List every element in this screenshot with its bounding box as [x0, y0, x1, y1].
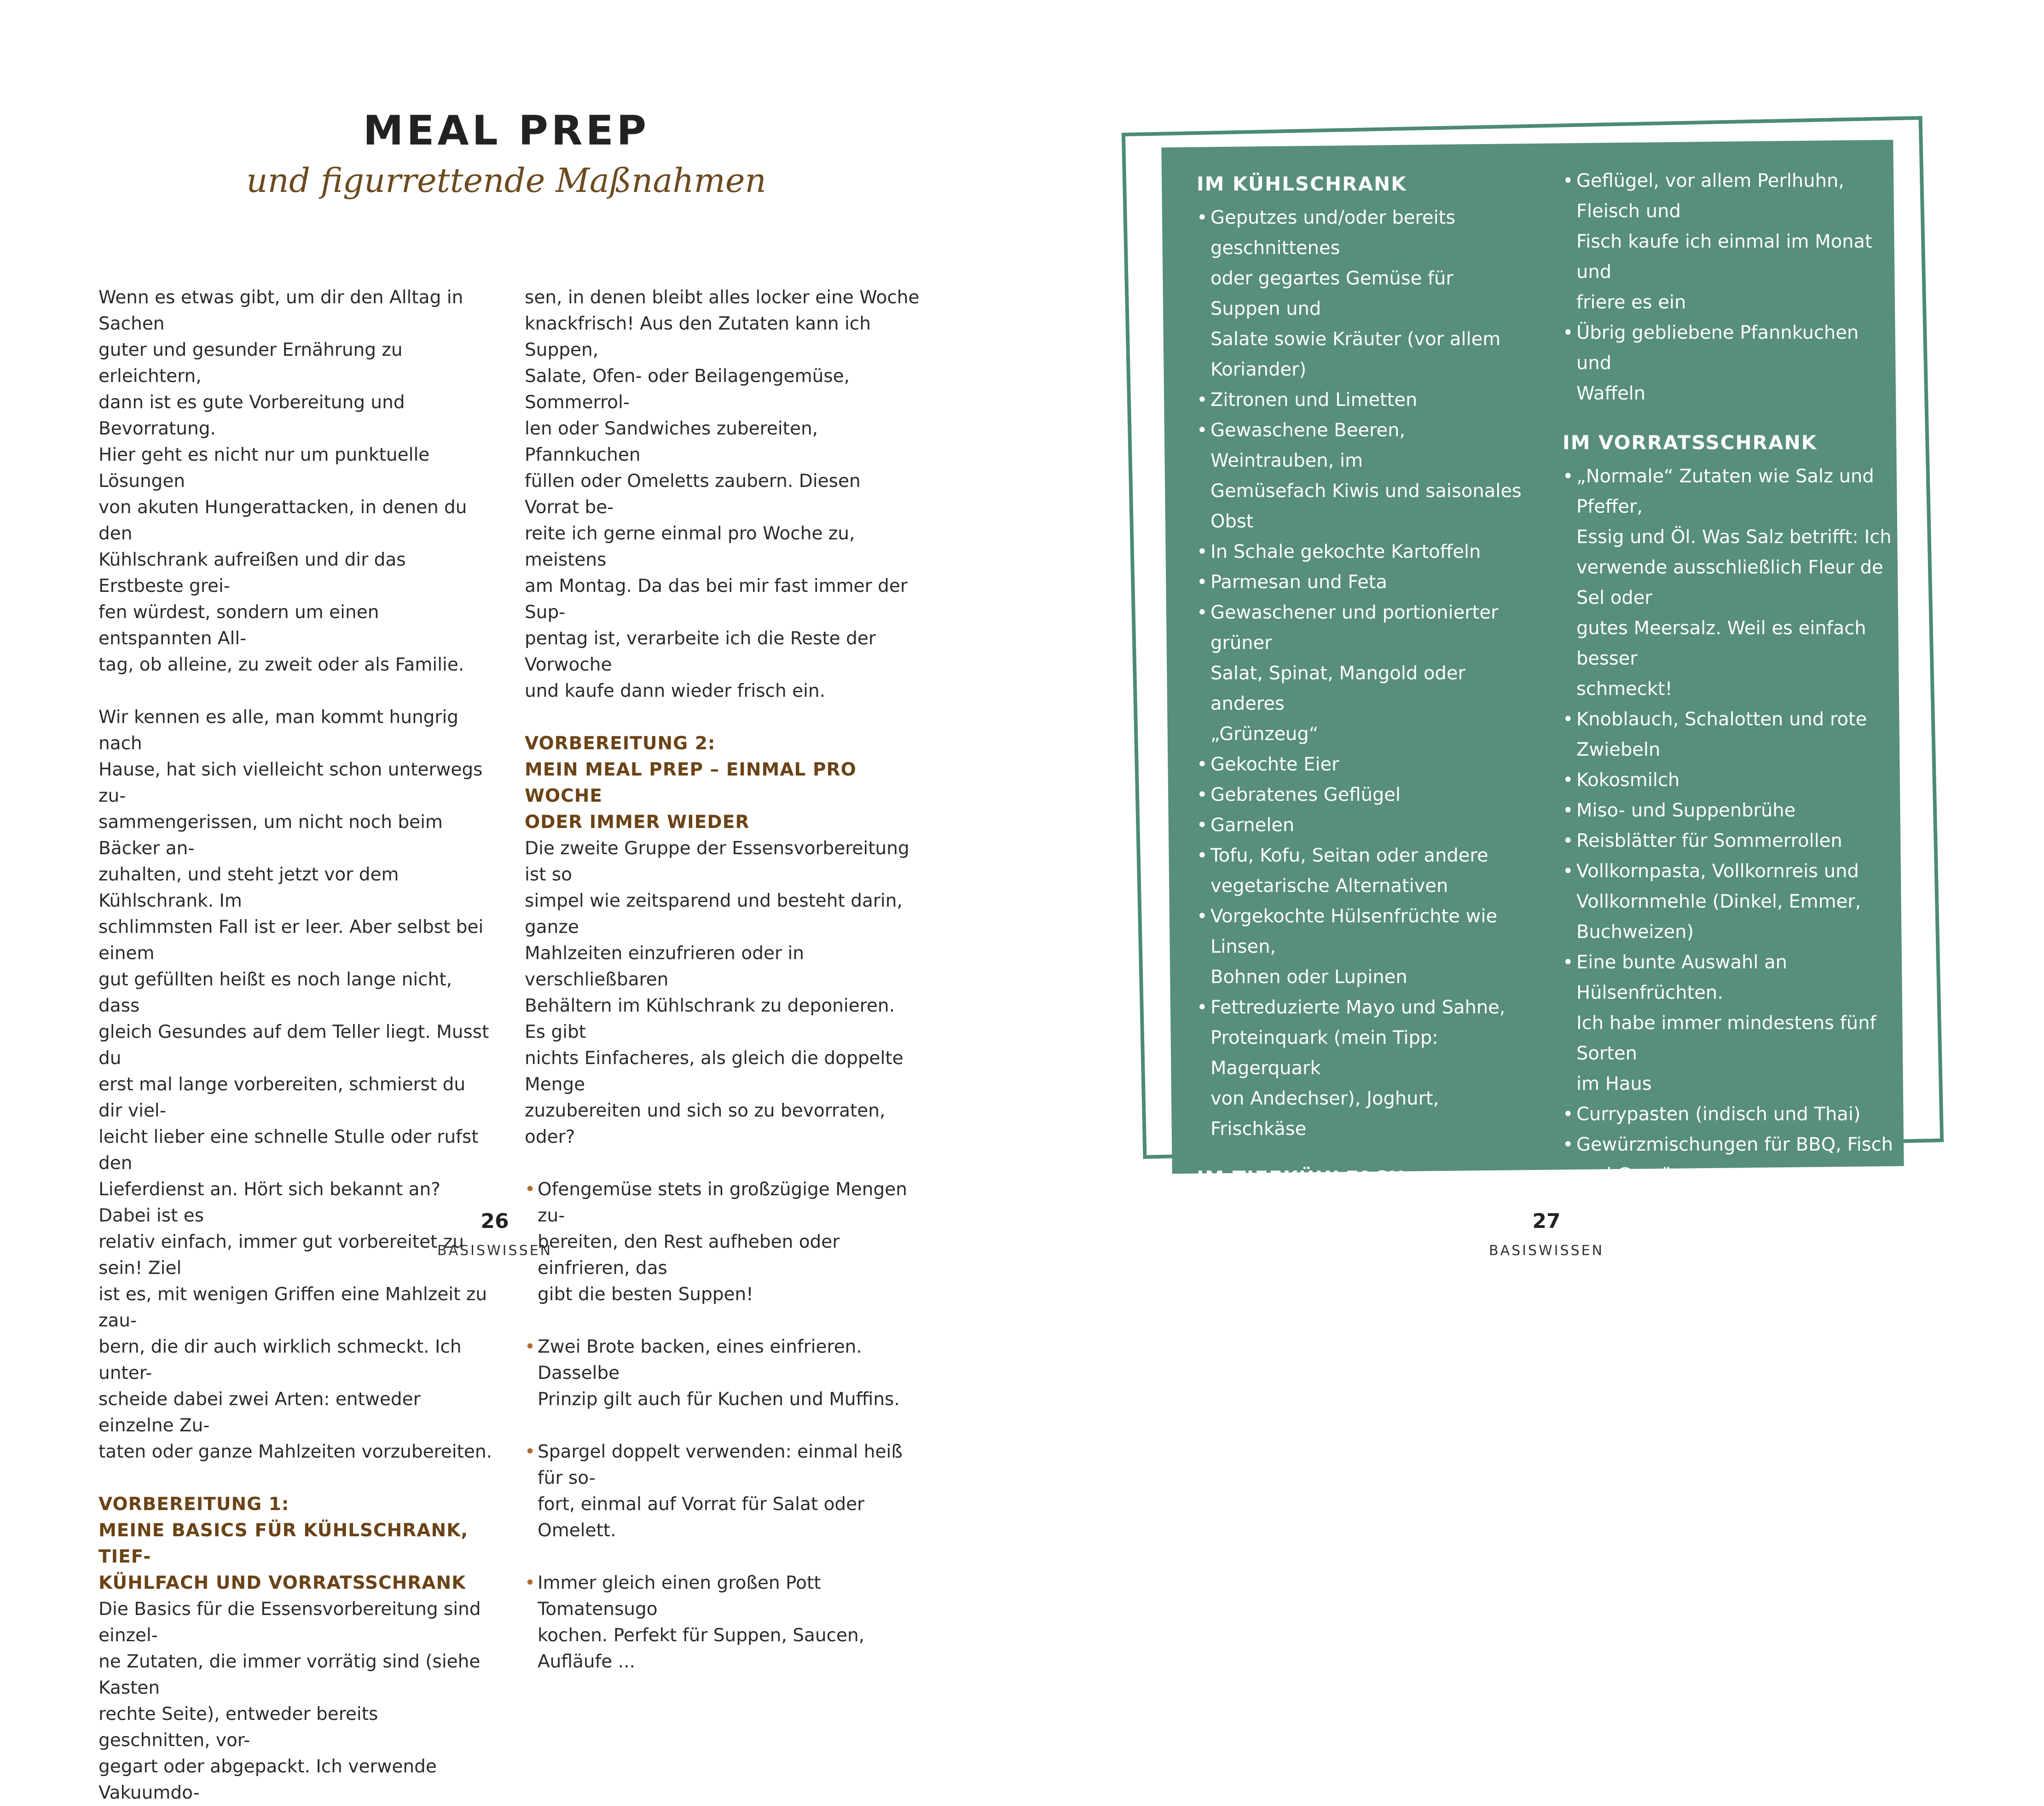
text-line: sammengerissen, um nicht noch beim Bäcker an- [98, 812, 443, 859]
text-line: Wir kennen es alle, man kommt hungrig nach [98, 707, 459, 754]
text-line: ne Zutaten, die immer vorrätig sind (siehe Kasten [98, 1651, 481, 1698]
text-line: erst mal lange vorbereiten, schmierst du dir viel- [98, 1074, 466, 1121]
box-item: • Edamame [1197, 1227, 1528, 1257]
text-line: • Spargel doppelt verwenden: einmal heiß für so- [538, 1441, 903, 1488]
text-line: am Montag. Da das bei mir fast immer der Sup- [525, 576, 908, 623]
box-item: • Übrig gebliebene Pfannkuchen und Waffeln [1563, 318, 1899, 409]
box-item: • Eine bunte Auswahl an Hülsenfrüchten. Ich habe immer mindestens fünf Sorten im Haus [1563, 947, 1899, 1099]
box-item: • Vorgekochte Hülsenfrüchte wie Linsen, Bohnen oder Lupinen [1197, 901, 1528, 992]
text-line: reite ich gerne einmal pro Woche zu, meistens [525, 523, 855, 570]
box-item: • Reisblätter für Sommerrollen [1563, 826, 1899, 856]
box-column-1 [1197, 166, 1528, 1379]
box-item: • In Schale gekochte Kartoffeln [1197, 537, 1528, 567]
box-item: • Gewaschener und portionierter grüner Salat, Spinat, Mangold oder anderes „Grünzeug“ [1197, 597, 1528, 749]
text-line: Hause, hat sich vielleicht schon unterwegs zu- [98, 759, 483, 806]
text-line: guter und gesunder Ernährung zu erleichtern, [98, 340, 403, 387]
text-line: Wenn es etwas gibt, um dir den Alltag in Sachen [98, 287, 463, 334]
left-page [0, 0, 1022, 1803]
text-line: taten oder ganze Mahlzeiten vorzubereiten. [98, 1441, 492, 1462]
section-heading: MEINE BASICS FÜR KÜHLSCHRANK, TIEF- [98, 1520, 469, 1567]
text-line: gegart oder abgepackt. Ich verwende Vakuumdo- [98, 1756, 437, 1803]
box-item: • Eisgekühlte Snacks (siehe Seite 166) [1197, 1318, 1528, 1379]
box-item: • Spinat [1197, 1257, 1528, 1288]
text-line: Die Basics für die Essensvorbereitung sind einzel- [98, 1599, 481, 1646]
box-heading-fridge: IM KÜHLSCHRANK [1197, 173, 1407, 195]
tip-item [525, 1439, 921, 1544]
tip-item [525, 1334, 921, 1412]
text-line: Mahlzeiten einzufrieren oder in verschließbaren [525, 943, 805, 990]
text-line: fort, einmal auf Vorrat für Salat oder Omelett. [538, 1494, 865, 1541]
text-line: Die zweite Gruppe der Essensvorbereitung ist so [525, 838, 909, 885]
box-item: • Beeren [1197, 1288, 1528, 1318]
text-line: simpel wie zeitsparend und besteht darin, ganze [525, 891, 903, 938]
text-line: Behältern im Kühlschrank zu deponieren. Es gibt [525, 996, 895, 1042]
box-item: • Gewaschene Beeren, Weintrauben, im Gemüsefach Kiwis und saisonales Obst [1197, 415, 1528, 537]
box-item: • Kokosmilch [1563, 765, 1899, 795]
page-subtitle: und figurrettende Maßnahmen [246, 161, 766, 200]
text-line: nichts Einfacheres, als gleich die doppelte Menge [525, 1048, 903, 1095]
text-line: rechte Seite), entweder bereits geschnitten, vor- [98, 1704, 378, 1751]
box-item: • Thunfisch, Oliven, Kapern und eingelegte Lupinen für Salate und Pasta [1563, 1312, 1899, 1403]
page-number: 26 [481, 1210, 509, 1233]
box-item: • Parmesan und Feta [1197, 567, 1528, 597]
box-item: • Getrocknete Pilze [1563, 1281, 1899, 1312]
text-line: gibt die besten Suppen! [538, 1284, 753, 1305]
box-heading-freezer: IM TIEFKÜHLFACH [1197, 1167, 1406, 1189]
box-item: • Erbsen [1197, 1197, 1528, 1227]
text-line: von akuten Hungerattacken, in denen du den [98, 497, 467, 544]
text-line: • Zwei Brote backen, eines einfrieren. Dasselbe [538, 1337, 862, 1383]
text-column-2 [525, 284, 921, 1675]
text-line: relativ einfach, immer gut vorbereitet zu sein! Ziel [98, 1232, 464, 1279]
box-item: • Miso- und Suppenbrühe [1563, 795, 1899, 826]
page-label: BASISWISSEN [437, 1243, 553, 1259]
text-line: füllen oder Omeletts zaubern. Diesen Vorrat be- [525, 471, 861, 518]
box-item: • Vollkornpasta, Vollkornreis und Vollkornmehle (Dinkel, Emmer, Buchweizen) [1563, 856, 1899, 947]
text-line: tag, ob alleine, zu zweit oder als Familie. [98, 654, 464, 675]
text-line: len oder Sandwiches zubereiten, Pfannkuchen [525, 418, 818, 465]
text-column-1 [98, 284, 494, 1806]
text-line: scheide dabei zwei Arten: entweder einzelne Zu- [98, 1389, 421, 1436]
section-heading: KÜHLFACH UND VORRATSSCHRANK [98, 1573, 466, 1593]
section-heading: VORBEREITUNG 2: [525, 733, 716, 754]
text-line: Prinzip gilt auch für Kuchen und Muffins. [538, 1389, 900, 1410]
text-line: knackfrisch! Aus den Zutaten kann ich Suppen, [525, 313, 871, 360]
text-line: Lieferdienst an. Hört sich bekannt an? Dabei ist es [98, 1179, 440, 1226]
page-number: 27 [1532, 1210, 1561, 1233]
box-item: • Geputzes und/oder bereits geschnittenes oder gegartes Gemüse für Suppen und Salate sowie Kräuter (vor allem Koriander) [1197, 203, 1528, 385]
text-line: Kühlschrank aufreißen und dir das Erstbeste grei- [98, 550, 406, 596]
box-heading-pantry: IM VORRATSSCHRANK [1563, 431, 1818, 454]
page-label: BASISWISSEN [1488, 1243, 1604, 1259]
text-line: ist es, mit wenigen Griffen eine Mahlzeit zu zau- [98, 1284, 487, 1331]
box-item: • Garnelen [1197, 810, 1528, 840]
text-line: schlimmsten Fall ist er leer. Aber selbst bei einem [98, 917, 484, 964]
box-item: • Tofu, Kofu, Seitan oder andere vegetarische Alternativen [1197, 840, 1528, 901]
text-line: gut gefüllten heißt es noch lange nicht, dass [98, 969, 452, 1016]
text-line: bern, die dir auch wirklich schmeckt. Ich unter- [98, 1337, 462, 1383]
text-line: • Ofengemüse stets in großzügige Mengen zu- [538, 1179, 907, 1226]
text-line: • Immer gleich einen großen Pott Tomatensugo [538, 1573, 821, 1620]
text-line: dann ist es gute Vorbereitung und Bevorratung. [98, 392, 405, 439]
section-heading: MEIN MEAL PREP – EINMAL PRO WOCHE [525, 759, 857, 806]
tip-item [525, 1570, 921, 1675]
page-title: MEAL PREP [363, 107, 650, 154]
text-line: fen würdest, sondern um einen entspannten All- [98, 602, 379, 649]
text-line: zuhalten, und steht jetzt vor dem Kühlschrank. Im [98, 864, 399, 911]
box-item: • Gebratenes Geflügel [1197, 780, 1528, 810]
box-item: • Gekochte Eier [1197, 749, 1528, 780]
box-item: • Fettreduzierte Mayo und Sahne, Proteinquark (mein Tipp: Magerquark von Andechser), Joghurt, Frischkäse [1197, 992, 1528, 1144]
section-heading: ODER IMMER WIEDER [525, 812, 750, 833]
box-item: • „Normale“ Zutaten wie Salz und Pfeffer, Essig und Öl. Was Salz betrifft: Ich verwende ausschließlich Fleur de Sel oder gutes Meersalz. Weil es einfach besser schmeckt! [1563, 461, 1899, 704]
text-line: Salate, Ofen- oder Beilagengemüse, Sommerrol- [525, 366, 850, 413]
text-line: Hier geht es nicht nur um punktuelle Lösungen [98, 445, 430, 492]
box-item: • Geflügel, vor allem Perlhuhn, Fleisch und Fisch kaufe ich einmal im Monat und friere es ein [1563, 166, 1899, 318]
box-item: • Haferflocken, Dinkelflocken und die Vollkornvarianten [1563, 1190, 1899, 1281]
tip-item [525, 1176, 921, 1308]
box-item: • Currypasten (indisch und Thai) [1563, 1099, 1899, 1129]
box-item: • Knoblauch, Schalotten und rote Zwiebeln [1563, 704, 1899, 765]
section-heading: VORBEREITUNG 1: [98, 1494, 290, 1515]
text-line: kochen. Perfekt für Suppen, Saucen, Aufläufe ... [538, 1625, 865, 1672]
text-line: gleich Gesundes auf dem Teller liegt. Musst du [98, 1022, 489, 1069]
text-line: zuzubereiten und sich so zu bevorraten, oder? [525, 1100, 886, 1147]
box-item: • Gewürzmischungen für BBQ, Fisch und Gemüse [1563, 1129, 1899, 1190]
text-line: bereiten, den Rest aufheben oder einfrieren, das [538, 1232, 840, 1279]
text-line: und kaufe dann wieder frisch ein. [525, 681, 826, 701]
text-line: leicht lieber eine schnelle Stulle oder rufst den [98, 1127, 479, 1174]
box-item: • Zitronen und Limetten [1197, 385, 1528, 415]
text-line: sen, in denen bleibt alles locker eine Woche [525, 287, 920, 308]
text-line: pentag ist, verarbeite ich die Reste der Vorwoche [525, 628, 876, 675]
